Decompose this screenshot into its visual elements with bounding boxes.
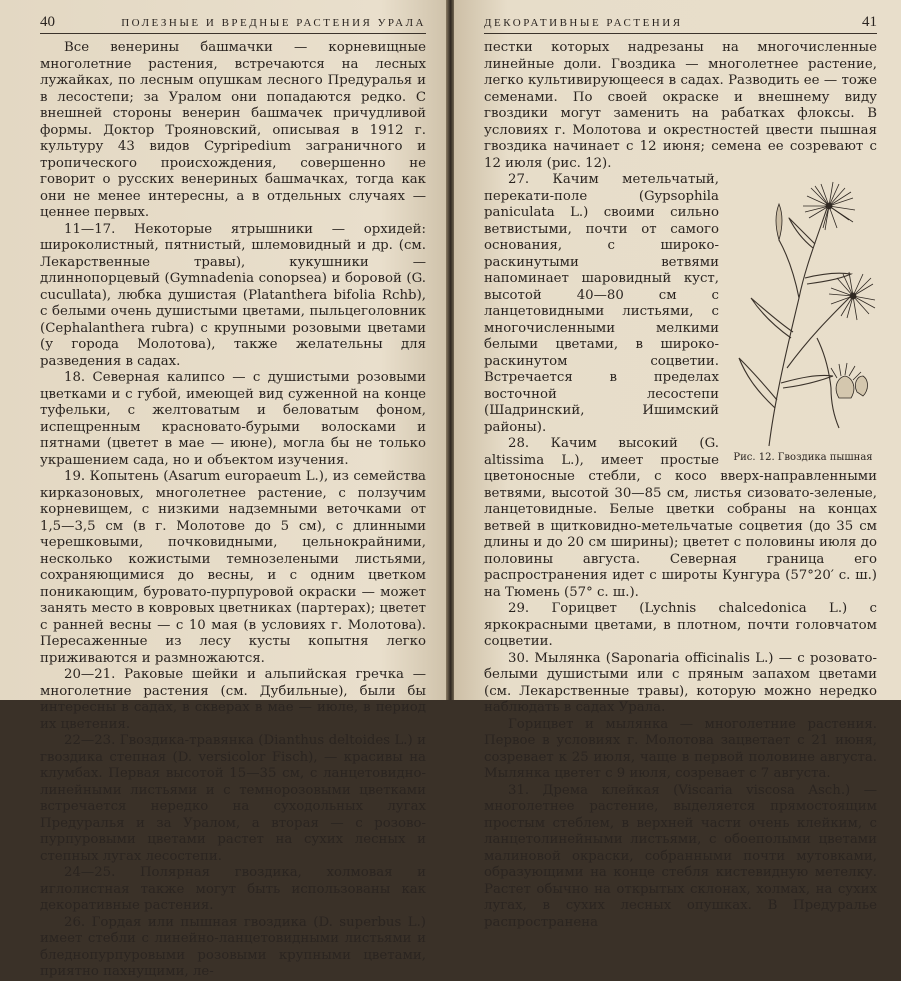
paragraph: пестки которых надрезаны на многочисленные линейные доли. Гвоздика — многолетнее растение, легко культивирующееся в садах. Разводить ее — тоже семенами. По своей окраске и внешнему виду гвоздики могут заменить на рабатках флоксы. В условиях г. Молотова и окрестностей цвести пышная гвоздика начинает с 12 июня; семена ее созревают с 12 июля (рис. 12). — [484, 40, 877, 171]
paragraph: 28. Качим высокий (G. altissima L.), имеет простые цветоносные стебли, с косо вверх-направленными ветвями, высотой 30—85 см, листья сизовато-зеленые, ланцетовидные. Белые цветки собраны на концах ветвей в щитковидно-метельчатые соцветия (до 35 см длины и до 20 см ширины); цветет с половины июля до половины августа. Северная граница его распространения идет с широты Кунгура (57°20′ с. ш.) на Тюмень (57° с. ш.). — [484, 436, 877, 600]
paragraph: 19. Копытень (Asarum europaeum L.), из семейства кирказоновых, многолетнее растение, с ползучим корневищем, с низкими надземными веточками от 1,5—3,5 см (в г. Молотове до 5 см), с длинными черешковыми, почковидными, цельнокрайними, несколько кожистыми темнозелеными листьями, сохраняющимися до весны, и с одним цветком поникающим, буровато-пурпуровой окраски — может занять место в ковровых цветниках (партерах); цветет с ранней весны — с 10 мая (в условиях г. Молотова). Пересаженные из лесу кусты копытня легко приживаются и размножаются. — [40, 469, 426, 666]
carnation-illustration — [729, 178, 877, 450]
paragraph: 27. Качим метельчатый, перекати-поле (Gypsophila paniculata L.) своими сильно ветвистыми, почти от самого основания, с широко-раскинутыми ветвями напоминает шаровидный куст, высотой 40—80 см с ланцетовидными листьями, с многочисленными мелкими белыми цветами, в широко-раскинутом соцветии. Встречается в пределах восточной лесостепи (Шадринский, Ишимский районы). — [484, 172, 719, 435]
paragraph: 11—17. Некоторые ятрышники — орхидей: широколистный, пятнистый, шлемовидный и др. (см. Лекарственные травы), кукушники — длиннопорцевый (Gymnadenia conopsea) и боровой (G. cucullata), любка душистая (Platanthera bifolia Rchb), с белыми очень душистыми цветами, пыльцеголовник (Cephalanthera rubra) с крупными розовыми цветами (у города Молотова), также желательны для разведения в садах. — [40, 221, 426, 369]
paragraph: Все венерины башмачки — корневищные многолетние растения, встречаются на лесных лужайках, по лесным опушкам лесного Предуралья и в лесостепи; за Уралом они попадаются редко. С внешней стороны венерин башмачек причудливой формы. Доктор Трояновский, описывая в 1912 г. культуру 43 видов Cypripedium заграничного и тропического происхождения, совершенно не говорит о русских венериных башмачках, тогда как они не менее интересны, а в отдельных случаях — ценнее первых. — [40, 40, 426, 220]
left-running-head — [40, 14, 426, 34]
left-running-title: ПОЛЕЗНЫЕ И ВРЕДНЫЕ РАСТЕНИЯ УРАЛА — [121, 17, 426, 29]
paragraph: 31. Дрема клейкая (Viscaria viscosa Asch.) — многолетнее растение, выделяется прямостоящим простым стеблем, в верхней части очень клейким, с ланцетолинейными листьями, с обоеполыми цветами малиновой окраски, собранными почти мутовками, образующими на конце стебля кистевидную метелку. Растет обычно на открытых склонах, холмах, на сухих лугах, в сухих лесных опушках. В Предуралье распространена — [484, 782, 877, 930]
paragraph: 24—25. Полярная гвоздика, холмовая и иглолистная также могут быть использованы как декоративные растения. — [40, 865, 426, 913]
figure-carnation — [729, 178, 877, 464]
left-page — [0, 0, 448, 979]
right-page-number: 41 — [862, 14, 877, 30]
paragraph: 18. Северная калипсо — с душистыми розовыми цветками и с губой, имеющей вид суженной на конце туфельки, с желтоватым и беловатым фоном, испещренным красновато-бурыми волосками и пятнами (цветет в мае — июне), могла бы не только украшением сада, но и объектом изучения. — [40, 370, 426, 468]
right-page — [454, 0, 901, 930]
paragraph: 20—21. Раковые шейки и альпийская гречка — многолетние растения (см. Дубильные), были бы интересны в садах, в скверах в мае — июле, в период их цветения. — [40, 667, 426, 732]
right-running-head — [484, 14, 877, 34]
paragraph: 26. Гордая или пышная гвоздика (D. superbus L.) имеет стебли с линейно-ланцетовидными листьями и бледнопурпуровыми розовыми крупными цветами, приятно пахнущими, ле- — [40, 914, 426, 979]
paragraph: 30. Мылянка (Saponaria officinalis L.) — с розовато-белыми душистыми или с пряным запахом цветами (см. Лекарственные травы), которую можно нередко наблюдать в садах Урала. — [484, 650, 877, 715]
left-page-number: 40 — [40, 14, 55, 30]
left-body-text — [40, 40, 426, 981]
paragraph: 29. Горицвет (Lychnis chalcedonica L.) с яркокрасными цветами, в плотном, почти головчатом соцветии. — [484, 601, 877, 649]
paragraph: Горицвет и мылянка — многолетние растения. Первое в условиях г. Молотова зацветает с 21 июня, созревает к 25 июля, чаще в первой половине августа. Мылянка цветет с 9 июля, созревает с 7 августа. — [484, 716, 877, 781]
figure-caption: Рис. 12. Гвоздика пышная — [733, 452, 873, 463]
right-running-title: ДЕКОРАТИВНЫЕ РАСТЕНИЯ — [484, 17, 683, 29]
paragraph: 22—23. Гвоздика-травянка (Dianthus deltoides L.) и гвоздика степная (D. versicolor Fisch), — красивы на клумбах. Первая высотой 15—35 см, с ланцетовидно-линейными листьями и с темнорозовыми цветками встречается нередко на суходольных лугах Предуралья и за Уралом, а вторая — с розово-пурпуровыми цветами растет на сухих лесных и степных лугах лесостепи. — [40, 733, 426, 864]
right-body-text — [484, 40, 877, 931]
